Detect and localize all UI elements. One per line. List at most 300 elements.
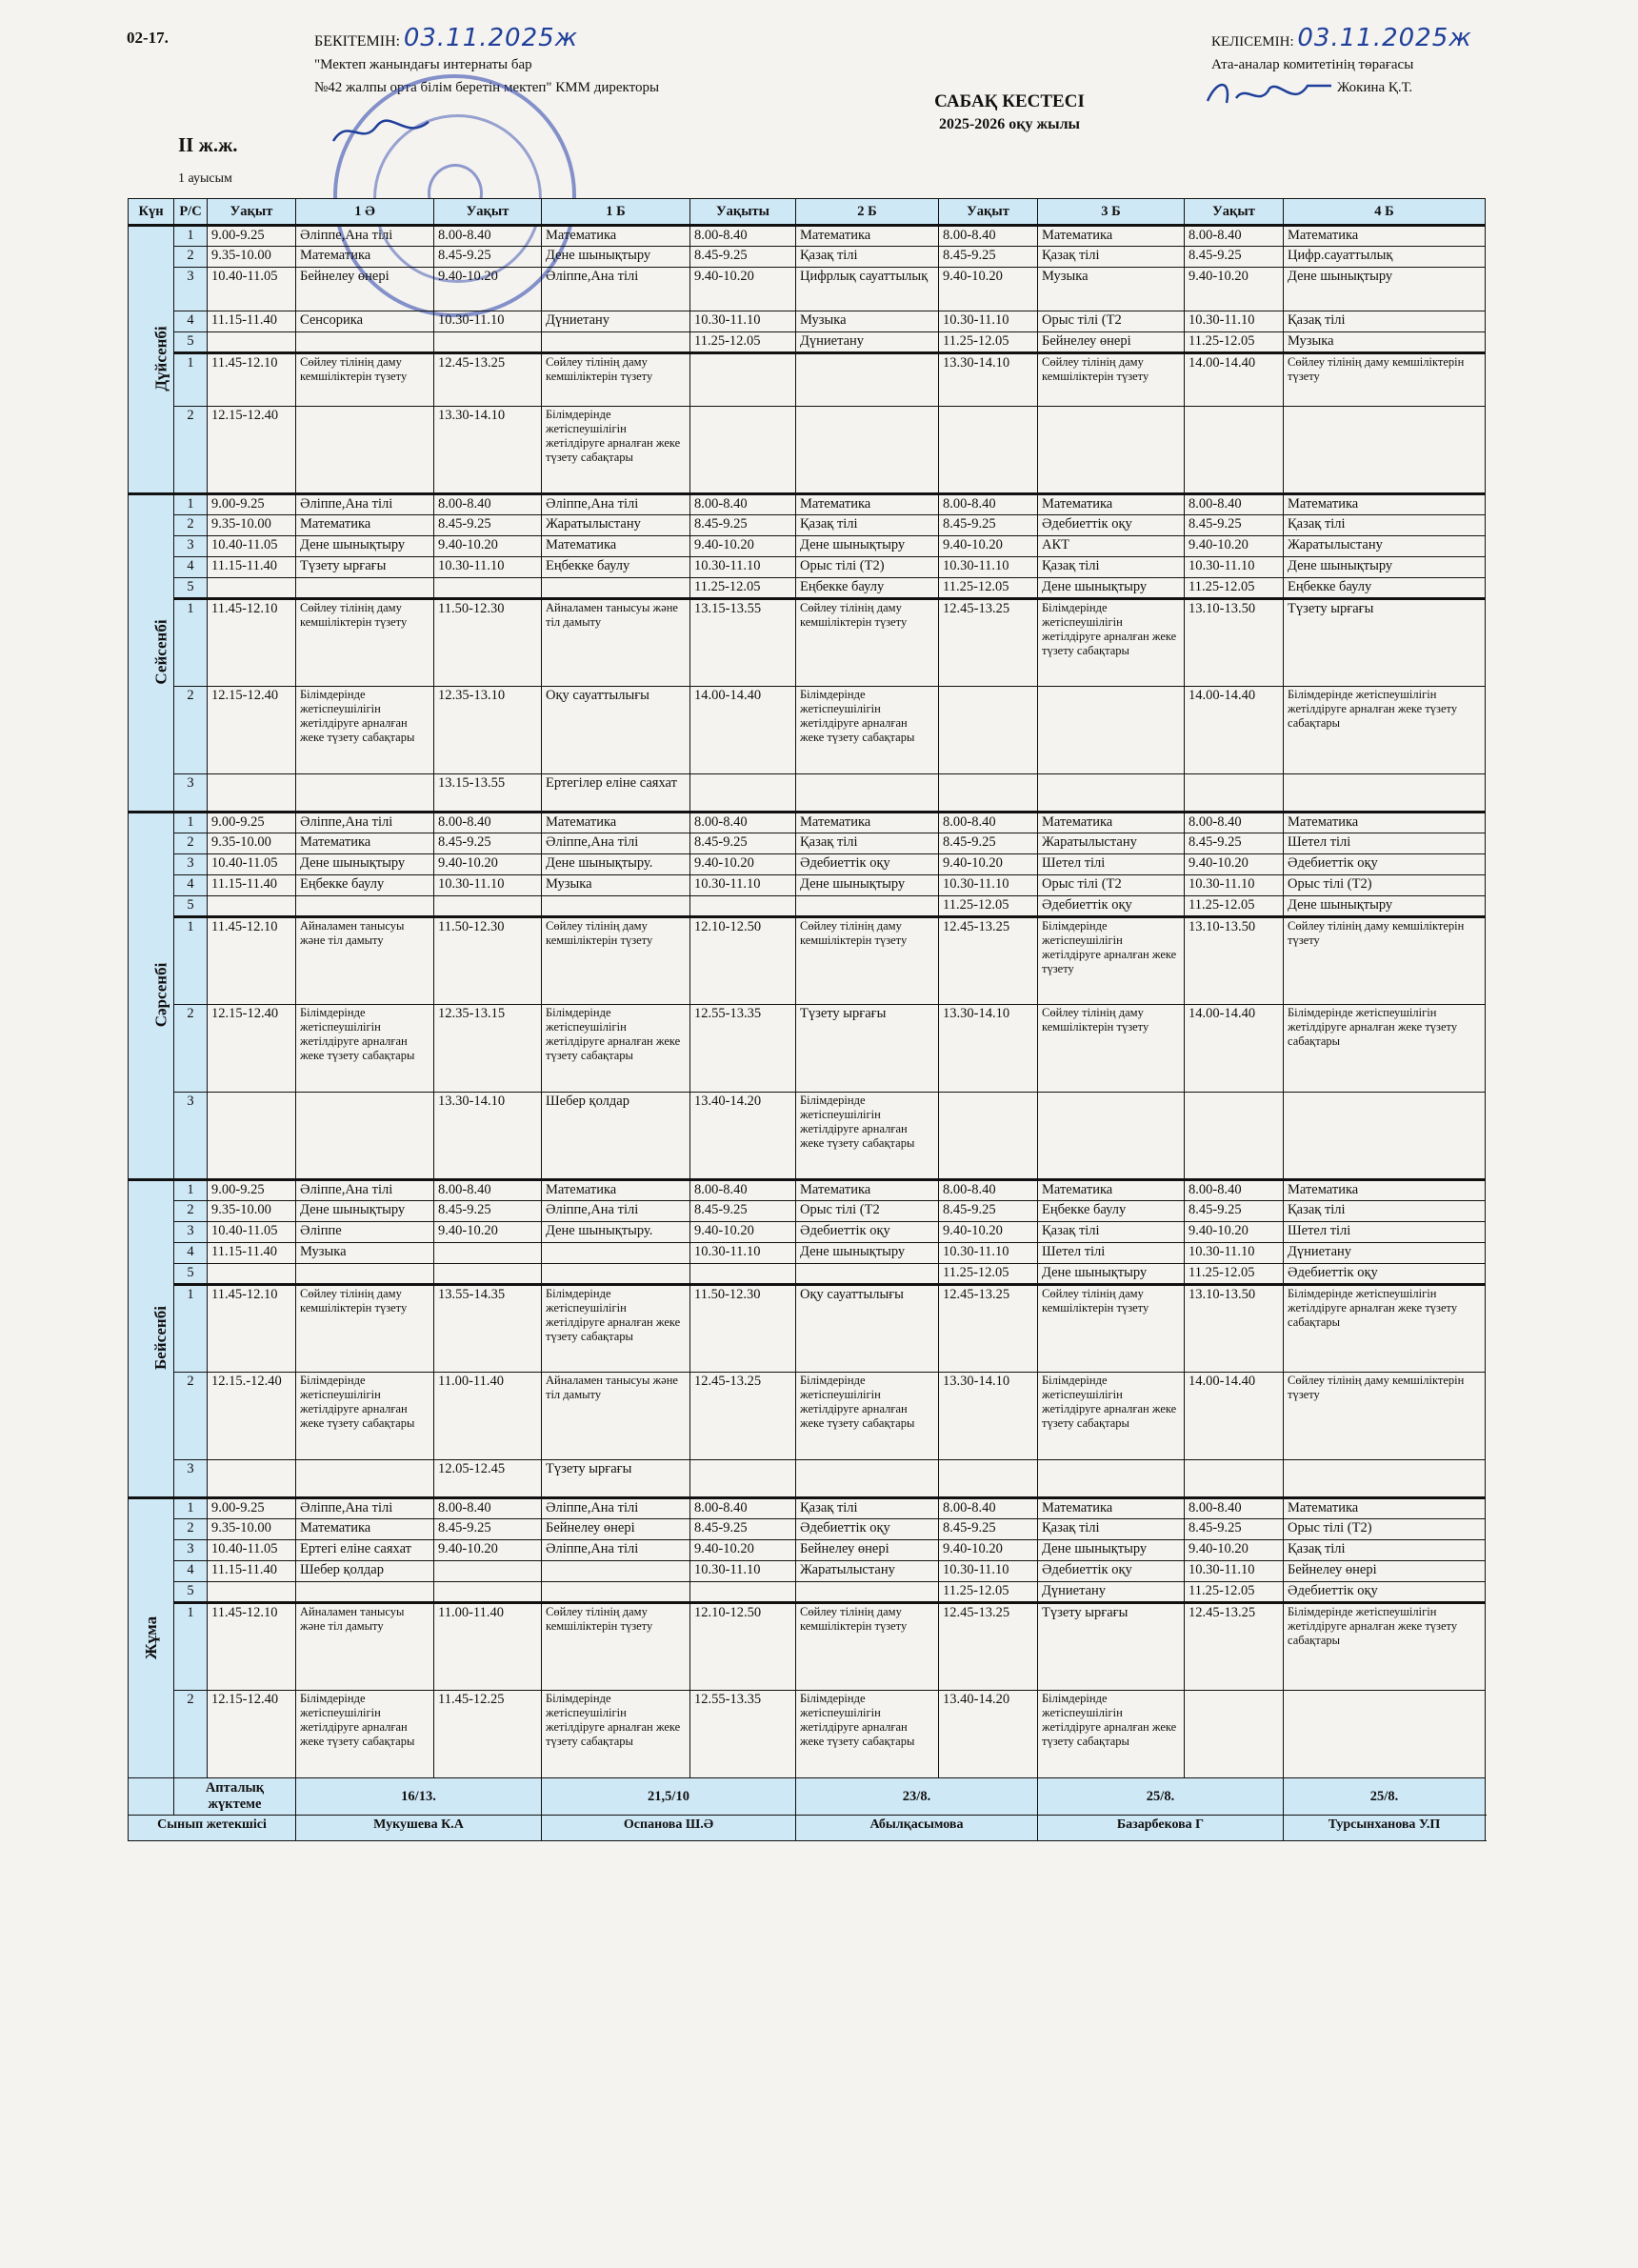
time-cell: 9.40-10.20 [1185, 854, 1284, 875]
lesson-number: 3 [174, 268, 208, 311]
subject-cell: Білімдерінде жетіспеушілігін жетілдіруге арналған жеке түзету сабақтары [296, 1691, 434, 1778]
subject-cell: Сөйлеу тілінің даму кемшіліктерін түзету [1284, 353, 1486, 407]
subject-cell: Сөйлеу тілінің даму кемшіліктерін түзету [296, 599, 434, 687]
lesson-row [129, 1540, 1486, 1561]
day-name: Сейсенбі [151, 619, 170, 685]
lesson-number: 2 [174, 1005, 208, 1093]
time-cell: 8.45-9.25 [434, 833, 542, 854]
class-teacher-name: Турсынханова У.П [1284, 1816, 1486, 1841]
lesson-row [129, 1519, 1486, 1540]
subject-cell [542, 1582, 690, 1603]
lesson-row [129, 407, 1486, 494]
subject-cell: Білімдерінде жетіспеушілігін жетілдіруге арналған жеке түзету сабақтары [1284, 687, 1486, 774]
day-cell [129, 1180, 174, 1498]
subject-cell: Әліппе,Ана тілі [542, 833, 690, 854]
subject-cell: Білімдерінде жетіспеушілігін жетілдіруге арналған жеке түзету сабақтары [1038, 1691, 1185, 1778]
time-cell [1185, 407, 1284, 494]
time-cell: 9.00-9.25 [208, 1180, 296, 1201]
subject-cell [296, 332, 434, 353]
time-cell: 13.30-14.10 [939, 1373, 1038, 1460]
time-cell: 10.30-11.10 [690, 311, 796, 332]
subject-cell: Білімдерінде жетіспеушілігін жетілдіруге арналған жеке түзету сабақтары [1284, 1005, 1486, 1093]
lesson-number: 2 [174, 833, 208, 854]
time-cell [208, 578, 296, 599]
lesson-number: 1 [174, 1603, 208, 1691]
time-cell: 8.00-8.40 [939, 1498, 1038, 1519]
subject-cell: Білімдерінде жетіспеушілігін жетілдіруге арналған жеке түзету сабақтары [1284, 1285, 1486, 1373]
lesson-number: 2 [174, 687, 208, 774]
time-cell: 13.40-14.20 [690, 1093, 796, 1180]
subject-cell: Шетел тілі [1284, 833, 1486, 854]
subject-cell: Дене шынықтыру [1284, 896, 1486, 917]
time-cell: 12.15-12.40 [208, 687, 296, 774]
time-cell: 10.30-11.10 [434, 875, 542, 896]
lesson-number: 5 [174, 1582, 208, 1603]
subject-cell [542, 1561, 690, 1582]
subject-cell: Математика [296, 515, 434, 536]
time-cell: 11.50-12.30 [434, 917, 542, 1005]
subject-cell: Қазақ тілі [796, 833, 939, 854]
subject-cell: Сөйлеу тілінің даму кемшіліктерін түзету [1038, 1285, 1185, 1373]
subject-cell: Дүниетану [542, 311, 690, 332]
time-cell: 9.35-10.00 [208, 1201, 296, 1222]
subject-cell [296, 407, 434, 494]
time-cell: 9.35-10.00 [208, 1519, 296, 1540]
lesson-row [129, 1264, 1486, 1285]
lesson-number: 1 [174, 813, 208, 833]
lesson-number: 1 [174, 1180, 208, 1201]
subject-cell: Сөйлеу тілінің даму кемшіліктерін түзету [296, 1285, 434, 1373]
lesson-row [129, 1201, 1486, 1222]
subject-cell: Дене шынықтыру [796, 875, 939, 896]
time-cell [208, 1093, 296, 1180]
subject-cell: Білімдерінде жетіспеушілігін жетілдіруге арналған жеке түзету сабақтары [796, 1093, 939, 1180]
time-cell: 13.55-14.35 [434, 1285, 542, 1373]
lesson-number: 2 [174, 1373, 208, 1460]
subject-cell [296, 1582, 434, 1603]
time-cell [939, 687, 1038, 774]
subject-cell: Әліппе,Ана тілі [296, 1180, 434, 1201]
subject-cell: Дене шынықтыру [296, 854, 434, 875]
lesson-row [129, 1373, 1486, 1460]
time-cell: 10.30-11.10 [939, 875, 1038, 896]
agree-line-1: Ата-аналар комитетінің төрағасы [1211, 57, 1414, 72]
time-cell: 8.45-9.25 [939, 515, 1038, 536]
time-cell: 13.15-13.55 [690, 599, 796, 687]
subject-cell: Қазақ тілі [796, 247, 939, 268]
time-cell: 9.40-10.20 [690, 268, 796, 311]
time-cell: 11.15-11.40 [208, 311, 296, 332]
subject-cell: Математика [1038, 813, 1185, 833]
subject-cell: Қазақ тілі [796, 515, 939, 536]
subject-cell: Дүниетану [1038, 1582, 1185, 1603]
time-cell: 12.55-13.35 [690, 1005, 796, 1093]
time-cell: 8.00-8.40 [690, 813, 796, 833]
subject-cell: Орыс тілі (Т2) [1284, 1519, 1486, 1540]
time-cell: 10.30-11.10 [434, 557, 542, 578]
lesson-row [129, 854, 1486, 875]
subject-cell: Қазақ тілі [1038, 1519, 1185, 1540]
subject-cell: Еңбекке баулу [542, 557, 690, 578]
time-cell: 11.45-12.10 [208, 599, 296, 687]
subject-cell: АКТ [1038, 536, 1185, 557]
time-cell: 10.30-11.10 [1185, 875, 1284, 896]
time-cell: 9.40-10.20 [434, 268, 542, 311]
subject-cell: Математика [542, 1180, 690, 1201]
subject-cell: Дүниетану [796, 332, 939, 353]
subject-cell: Математика [1284, 494, 1486, 515]
subject-cell [1038, 1460, 1185, 1498]
time-cell: 14.00-14.40 [1185, 1373, 1284, 1460]
subject-cell: Әдебиеттік оқу [1284, 854, 1486, 875]
subject-cell [296, 774, 434, 813]
subject-cell: Бейнелеу өнері [1284, 1561, 1486, 1582]
subject-cell: Шетел тілі [1038, 1243, 1185, 1264]
column-header: Уақыты [690, 199, 796, 226]
lesson-row [129, 268, 1486, 311]
column-header: 1 Б [542, 199, 690, 226]
time-cell: 10.40-11.05 [208, 536, 296, 557]
subject-cell: Ертегі еліне саяхат [296, 1540, 434, 1561]
subject-cell: Оқу сауаттылығы [542, 687, 690, 774]
lesson-row [129, 353, 1486, 407]
time-cell: 8.00-8.40 [690, 494, 796, 515]
lesson-row [129, 1498, 1486, 1519]
day-name: Бейсенбі [150, 1306, 170, 1370]
subject-cell: Түзету ырғағы [796, 1005, 939, 1093]
subject-cell [1038, 1093, 1185, 1180]
subject-cell: Еңбекке баулу [1038, 1201, 1185, 1222]
subject-cell: Әліппе [296, 1222, 434, 1243]
column-header: 1 Ә [296, 199, 434, 226]
subject-cell: Дене шынықтыру [296, 1201, 434, 1222]
lesson-row [129, 917, 1486, 1005]
subject-cell: Білімдерінде жетіспеушілігін жетілдіруге арналған жеке түзету сабақтары [542, 1005, 690, 1093]
time-cell: 11.25-12.05 [690, 332, 796, 353]
time-cell [1185, 1460, 1284, 1498]
subject-cell [1038, 687, 1185, 774]
time-cell: 11.45-12.25 [434, 1691, 542, 1778]
time-cell: 11.15-11.40 [208, 1561, 296, 1582]
time-cell [208, 332, 296, 353]
lesson-row [129, 1561, 1486, 1582]
time-cell: 13.30-14.10 [939, 1005, 1038, 1093]
lesson-row [129, 833, 1486, 854]
lesson-row [129, 1582, 1486, 1603]
time-cell: 12.45-13.25 [434, 353, 542, 407]
lesson-number: 4 [174, 1243, 208, 1264]
subject-cell: Әліппе,Ана тілі [296, 813, 434, 833]
subject-cell: Жаратылыстану [1284, 536, 1486, 557]
time-cell: 14.00-14.40 [1185, 353, 1284, 407]
subject-cell: Әліппе,Ана тілі [542, 494, 690, 515]
time-cell: 13.30-14.10 [434, 1093, 542, 1180]
time-cell: 12.45-13.25 [939, 1603, 1038, 1691]
subject-cell [1284, 1093, 1486, 1180]
time-cell: 8.45-9.25 [690, 247, 796, 268]
time-cell [1185, 774, 1284, 813]
lesson-number: 3 [174, 854, 208, 875]
lesson-row [129, 1603, 1486, 1691]
time-cell: 9.40-10.20 [690, 1222, 796, 1243]
subject-cell: Айналамен танысуы және тіл дамыту [296, 917, 434, 1005]
subject-cell: Математика [796, 494, 939, 515]
time-cell: 11.15-11.40 [208, 557, 296, 578]
subject-cell: Сөйлеу тілінің даму кемшіліктерін түзету [796, 1603, 939, 1691]
class-teacher-name: Абылқасымова [796, 1816, 1038, 1841]
subject-cell: Білімдерінде жетіспеушілігін жетілдіруге арналған жеке түзету сабақтары [542, 1691, 690, 1778]
time-cell: 10.30-11.10 [434, 311, 542, 332]
time-cell [1185, 1691, 1284, 1778]
subject-cell: Математика [1284, 226, 1486, 247]
lesson-number: 1 [174, 226, 208, 247]
subject-cell [796, 896, 939, 917]
time-cell: 8.00-8.40 [690, 1180, 796, 1201]
time-cell: 12.55-13.35 [690, 1691, 796, 1778]
subject-cell [542, 896, 690, 917]
approve-line-2: №42 жалпы орта білім беретін мектеп" КММ директоры [314, 80, 660, 95]
time-cell: 12.35-13.10 [434, 687, 542, 774]
time-cell: 12.05-12.45 [434, 1460, 542, 1498]
time-cell: 12.45-13.25 [1185, 1603, 1284, 1691]
time-cell: 10.40-11.05 [208, 854, 296, 875]
time-cell: 10.30-11.10 [690, 1561, 796, 1582]
time-cell: 9.35-10.00 [208, 833, 296, 854]
subject-cell [1038, 774, 1185, 813]
grade-label: ІІ ж.ж. [178, 133, 238, 156]
subject-cell: Әдебиеттік оқу [1038, 515, 1185, 536]
time-cell: 8.45-9.25 [1185, 833, 1284, 854]
lesson-number: 2 [174, 247, 208, 268]
agree-name: Жокина Қ.Т. [1337, 80, 1413, 95]
time-cell: 9.40-10.20 [939, 268, 1038, 311]
lesson-row [129, 578, 1486, 599]
time-cell [208, 1460, 296, 1498]
lesson-number: 3 [174, 1093, 208, 1180]
time-cell: 11.45-12.10 [208, 353, 296, 407]
subject-cell: Дене шынықтыру. [542, 854, 690, 875]
weekly-load-value: 25/8. [1284, 1778, 1486, 1816]
time-cell: 11.25-12.05 [1185, 1582, 1284, 1603]
time-cell: 10.30-11.10 [939, 557, 1038, 578]
subject-cell: Айналамен танысуы және тіл дамыту [296, 1603, 434, 1691]
column-header: Р/С [174, 199, 208, 226]
time-cell: 12.15-12.40 [208, 1005, 296, 1093]
subject-cell: Бейнелеу өнері [296, 268, 434, 311]
subject-cell: Қазақ тілі [1284, 311, 1486, 332]
time-cell: 8.45-9.25 [939, 1201, 1038, 1222]
lesson-number: 4 [174, 875, 208, 896]
time-cell: 8.00-8.40 [434, 1498, 542, 1519]
lesson-row [129, 1460, 1486, 1498]
time-cell [208, 896, 296, 917]
time-cell: 8.45-9.25 [434, 1201, 542, 1222]
lesson-number: 1 [174, 917, 208, 1005]
lesson-number: 3 [174, 774, 208, 813]
subject-cell: Түзету ырғағы [1284, 599, 1486, 687]
lesson-number: 4 [174, 1561, 208, 1582]
subject-cell [296, 1264, 434, 1285]
weekly-load-row [129, 1778, 1486, 1816]
subject-cell: Қазақ тілі [796, 1498, 939, 1519]
time-cell: 8.45-9.25 [690, 833, 796, 854]
time-cell: 14.00-14.40 [1185, 687, 1284, 774]
time-cell: 9.40-10.20 [690, 854, 796, 875]
weekly-load-value: 25/8. [1038, 1778, 1284, 1816]
subject-cell: Білімдерінде жетіспеушілігін жетілдіруге арналған жеке түзету сабақтары [796, 687, 939, 774]
time-cell: 8.45-9.25 [939, 247, 1038, 268]
subject-cell: Математика [1284, 813, 1486, 833]
subject-cell: Әліппе,Ана тілі [542, 1540, 690, 1561]
lesson-number: 5 [174, 332, 208, 353]
lesson-row [129, 494, 1486, 515]
lesson-row [129, 1005, 1486, 1093]
day-cell [129, 1498, 174, 1778]
subject-cell: Еңбекке баулу [1284, 578, 1486, 599]
subject-cell: Сөйлеу тілінің даму кемшіліктерін түзету [542, 917, 690, 1005]
time-cell: 11.45-12.10 [208, 1603, 296, 1691]
time-cell [208, 774, 296, 813]
subject-cell: Түзету ырғағы [542, 1460, 690, 1498]
subject-cell: Сөйлеу тілінің даму кемшіліктерін түзету [1284, 1373, 1486, 1460]
time-cell: 11.25-12.05 [939, 1264, 1038, 1285]
subject-cell: Сөйлеу тілінің даму кемшіліктерін түзету [542, 1603, 690, 1691]
approval-block [314, 24, 714, 99]
lesson-number: 2 [174, 1691, 208, 1778]
lesson-row [129, 1691, 1486, 1778]
time-cell: 9.40-10.20 [1185, 1540, 1284, 1561]
lesson-number: 3 [174, 536, 208, 557]
time-cell: 9.40-10.20 [434, 854, 542, 875]
subject-cell: Математика [796, 226, 939, 247]
subject-cell [796, 774, 939, 813]
subject-cell: Түзету ырғағы [296, 557, 434, 578]
time-cell: 13.10-13.50 [1185, 917, 1284, 1005]
time-cell: 12.45-13.25 [690, 1373, 796, 1460]
time-cell [690, 1264, 796, 1285]
subject-cell [796, 407, 939, 494]
subject-cell: Еңбекке баулу [296, 875, 434, 896]
subject-cell: Математика [796, 813, 939, 833]
time-cell: 8.00-8.40 [434, 813, 542, 833]
subject-cell: Дене шынықтыру [1038, 1540, 1185, 1561]
time-cell: 8.00-8.40 [1185, 1180, 1284, 1201]
committee-signature [1203, 74, 1336, 112]
subject-cell: Білімдерінде жетіспеушілігін жетілдіруге арналған жеке түзету сабақтары [542, 1285, 690, 1373]
weekly-load-value: 16/13. [296, 1778, 542, 1816]
subject-cell: Дене шынықтыру [796, 536, 939, 557]
lesson-row [129, 1093, 1486, 1180]
schedule-table [128, 198, 1486, 1841]
subject-cell: Математика [1284, 1180, 1486, 1201]
time-cell: 11.00-11.40 [434, 1603, 542, 1691]
lesson-number: 3 [174, 1460, 208, 1498]
subject-cell: Білімдерінде жетіспеушілігін жетілдіруге арналған жеке түзету сабақтары [296, 1005, 434, 1093]
time-cell: 9.40-10.20 [690, 536, 796, 557]
subject-cell: Түзету ырғағы [1038, 1603, 1185, 1691]
time-cell: 8.00-8.40 [434, 226, 542, 247]
time-cell: 9.40-10.20 [434, 536, 542, 557]
subject-cell: Орыс тілі (Т2 [1038, 311, 1185, 332]
approve-line-1: "Мектеп жанындағы интернаты бар [314, 57, 532, 72]
time-cell: 8.00-8.40 [434, 1180, 542, 1201]
empty-cell [129, 1778, 174, 1816]
column-header: Күн [129, 199, 174, 226]
time-cell: 8.00-8.40 [1185, 1498, 1284, 1519]
subject-cell: Әдебиеттік оқу [1284, 1582, 1486, 1603]
time-cell: 12.15-12.40 [208, 1691, 296, 1778]
subject-cell: Әдебиеттік оқу [1284, 1264, 1486, 1285]
day-name: Дүйсенбі [151, 326, 170, 391]
lesson-number: 2 [174, 1201, 208, 1222]
subject-cell [542, 1264, 690, 1285]
time-cell: 9.35-10.00 [208, 515, 296, 536]
lesson-number: 4 [174, 311, 208, 332]
time-cell: 9.00-9.25 [208, 494, 296, 515]
time-cell: 10.30-11.10 [939, 1561, 1038, 1582]
subject-cell [1284, 1691, 1486, 1778]
subject-cell: Дене шынықтыру [1284, 557, 1486, 578]
subject-cell: Математика [1038, 494, 1185, 515]
lesson-number: 5 [174, 1264, 208, 1285]
subject-cell: Қазақ тілі [1038, 247, 1185, 268]
time-cell: 8.45-9.25 [1185, 247, 1284, 268]
time-cell [690, 774, 796, 813]
time-cell: 9.40-10.20 [939, 536, 1038, 557]
time-cell: 10.40-11.05 [208, 268, 296, 311]
time-cell [434, 896, 542, 917]
subject-cell: Білімдерінде жетіспеушілігін жетілдіруге арналған жеке түзету сабақтары [796, 1691, 939, 1778]
time-cell: 10.40-11.05 [208, 1222, 296, 1243]
subject-cell: Сөйлеу тілінің даму кемшіліктерін түзету [796, 599, 939, 687]
subject-cell: Дене шынықтыру. [542, 1222, 690, 1243]
subject-cell: Орыс тілі (Т2) [796, 557, 939, 578]
agree-label: КЕЛІСЕМІН: [1211, 34, 1294, 50]
lesson-number: 2 [174, 1519, 208, 1540]
time-cell: 8.00-8.40 [939, 813, 1038, 833]
lesson-row [129, 1243, 1486, 1264]
subject-cell [796, 1264, 939, 1285]
subject-cell [296, 1460, 434, 1498]
lesson-row [129, 813, 1486, 833]
subject-cell: Жаратылыстану [1038, 833, 1185, 854]
time-cell: 10.30-11.10 [690, 557, 796, 578]
subject-cell: Қазақ тілі [1038, 1222, 1185, 1243]
subject-cell: Шебер қолдар [296, 1561, 434, 1582]
column-header: Уақыт [434, 199, 542, 226]
time-cell: 11.15-11.40 [208, 1243, 296, 1264]
subject-cell: Қазақ тілі [1284, 1201, 1486, 1222]
subject-cell: Дене шынықтыру [1284, 268, 1486, 311]
lesson-row [129, 226, 1486, 247]
subject-cell: Орыс тілі (Т2) [1284, 875, 1486, 896]
time-cell: 10.30-11.10 [690, 1243, 796, 1264]
time-cell [434, 1243, 542, 1264]
lesson-row [129, 875, 1486, 896]
subject-cell: Шетел тілі [1038, 854, 1185, 875]
time-cell [434, 332, 542, 353]
subject-cell [542, 1243, 690, 1264]
subject-cell [796, 353, 939, 407]
subject-cell: Әдебиеттік оқу [796, 1222, 939, 1243]
teacher-label: Сынып жетекшісі [129, 1816, 296, 1841]
subject-cell: Әдебиеттік оқу [1038, 896, 1185, 917]
subject-cell: Қазақ тілі [1038, 557, 1185, 578]
class-teacher-name: Базарбекова Г [1038, 1816, 1284, 1841]
time-cell: 9.40-10.20 [1185, 1222, 1284, 1243]
time-cell: 12.45-13.25 [939, 1285, 1038, 1373]
subject-cell: Математика [542, 226, 690, 247]
